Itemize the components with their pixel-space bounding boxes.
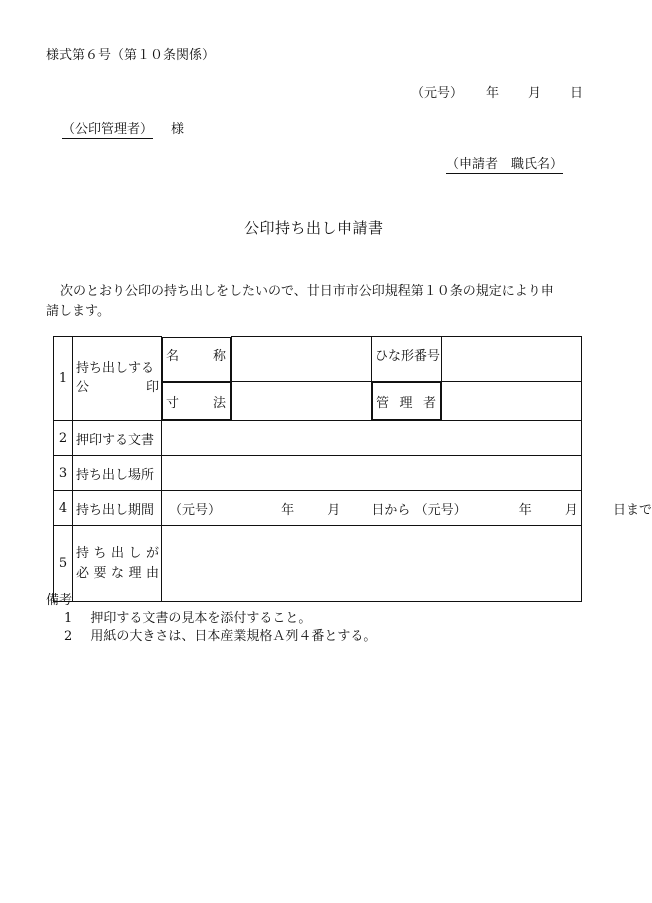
honorific: 様 [171,122,185,137]
row-number: 2 [54,421,73,456]
note-item [64,612,311,625]
seal-label-cell [73,337,162,421]
note-number: 2 [64,629,73,644]
addressee: （公印管理者） [62,122,154,137]
name-label-b: 称 [212,348,226,364]
size-label-cell [162,382,231,420]
row-number: 5 [54,526,73,602]
row-number: 4 [54,491,73,526]
manager-label-c: 者 [422,395,436,411]
size-input-cell[interactable] [232,382,372,421]
applicant-name: （申請者 職氏名） [446,157,564,172]
date-month: 月 [528,86,542,101]
manager-label-a: 管 [376,395,390,411]
note-item [64,630,376,643]
reason-label-char: 必 [76,565,90,581]
name-label-a: 名 [166,348,180,364]
period-to-era: （元号） [414,502,467,518]
seal-label-bottom-a: 公 [76,379,90,395]
reason-label-char: な [110,565,124,581]
reason-label-char: 要 [93,565,107,581]
table-row [54,526,582,602]
form-number: 様式第６号（第１０条関係） [46,48,216,63]
reason-label-char: 持 [76,546,90,561]
model-number-input-cell[interactable] [442,337,582,382]
name-label-cell [162,337,231,382]
date-day: 日 [570,86,584,101]
manager-input-cell[interactable] [442,382,582,421]
reason-label-cell [73,526,162,602]
table-row [54,337,582,382]
date-year: 年 [486,86,500,101]
period-to-year: 年 [518,502,532,518]
reason-label-char: 理 [128,565,142,581]
document-title: 公印持ち出し申請書 [244,219,384,237]
document-input-cell[interactable] [162,421,582,456]
reason-label-char: が [145,546,159,561]
reason-label-char: 由 [145,565,159,581]
size-label-b: 法 [212,395,226,411]
document-label: 押印する文書 [73,421,162,456]
period-from-era: （元号） [169,502,222,518]
location-label: 持ち出し場所 [73,456,162,491]
table-row [54,491,582,526]
manager-label-b: 理 [399,395,413,411]
period-from-month: 月 [327,502,341,518]
application-table [53,336,652,602]
reason-label-char: ち [93,546,107,561]
body-text-line2: 請します。 [46,304,110,319]
period-label: 持ち出し期間 [73,491,162,526]
period-to-day: 日まで [613,502,652,518]
row-number: 3 [54,456,73,491]
period-input-cell[interactable] [162,491,652,526]
reason-label-char: 出 [110,546,124,561]
period-to-month: 月 [564,502,578,518]
period-from-day: 日から [371,502,411,518]
seal-label-top: 持ち出しする [76,361,155,377]
reason-input-cell[interactable] [162,526,582,602]
body-text-line1: 次のとおり公印の持ち出しをしたいので、廿日市市公印規程第１０条の規定により申 [60,284,554,299]
note-number: 1 [64,611,73,626]
row-number: 1 [54,337,73,421]
table-row [54,456,582,491]
manager-label-cell [372,382,441,420]
size-label-a: 寸 [166,395,180,411]
seal-label-bottom-b: 印 [145,379,159,395]
reason-label-char: し [128,546,142,561]
notes-title: 備考 [46,593,73,608]
note-text: 押印する文書の見本を添付すること。 [90,611,312,626]
name-input-cell[interactable] [232,337,372,382]
note-text: 用紙の大きさは、日本産業規格Ａ列４番とする。 [90,629,377,644]
period-from-year: 年 [281,502,295,518]
model-number-label: ひな形番号 [372,337,442,382]
location-input-cell[interactable] [162,456,582,491]
date-era: （元号） [411,86,464,101]
table-row [54,421,582,456]
